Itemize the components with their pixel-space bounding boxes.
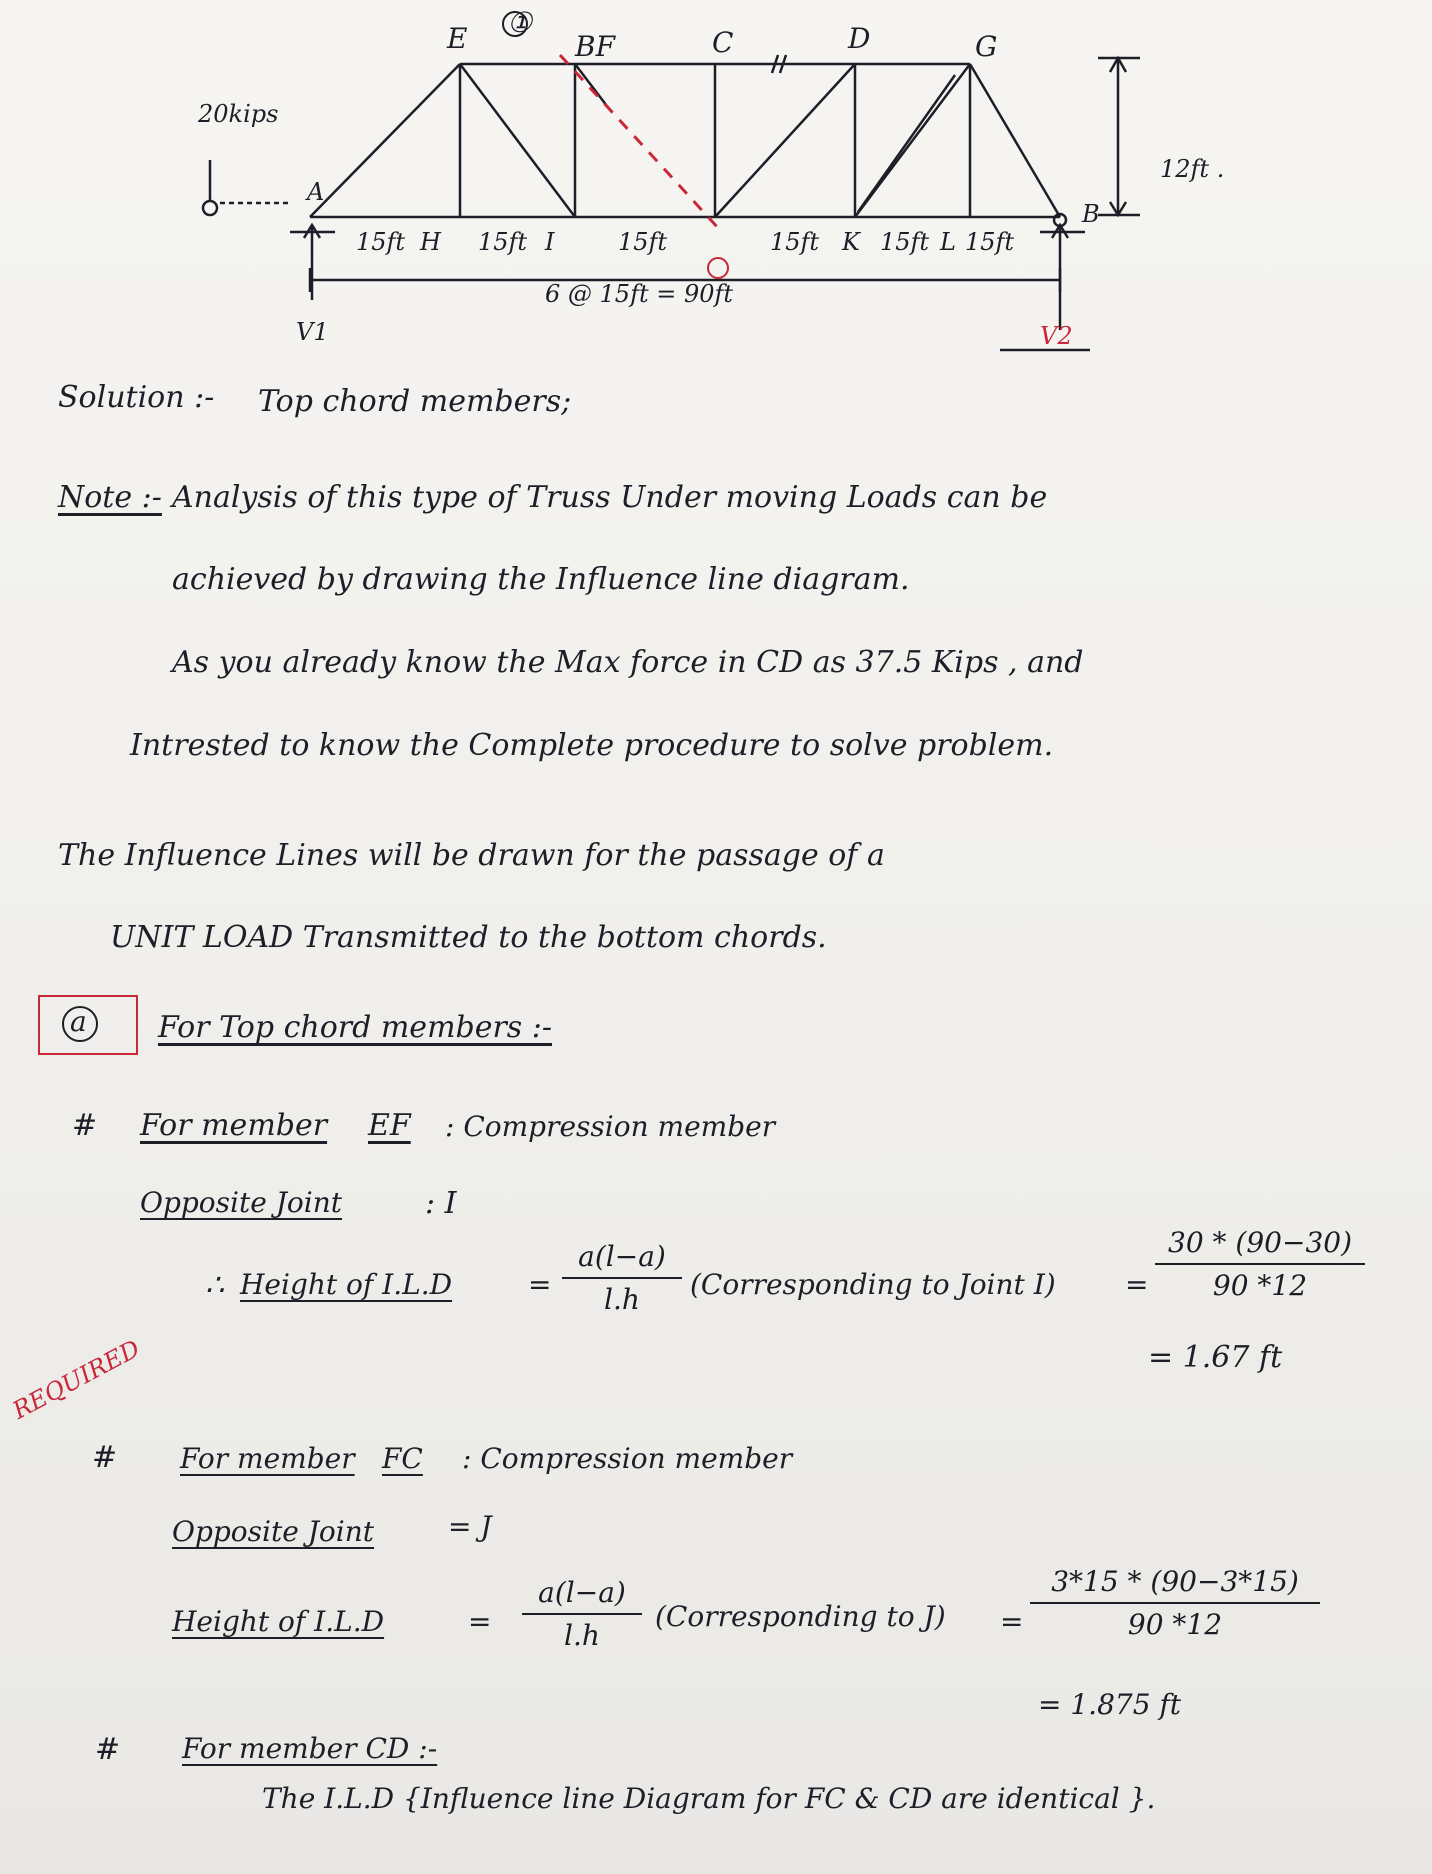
fc-opposite-value: = J (448, 1510, 492, 1543)
ef-equals: = (528, 1268, 552, 1301)
panel-length-4: 15ft (770, 228, 820, 256)
fc-member: FC (382, 1442, 423, 1475)
fc-for-member: For member (180, 1442, 355, 1475)
cd-hash: # (95, 1732, 121, 1767)
ef-result: = 1.67 ft (1148, 1340, 1283, 1375)
node-label-h: H (420, 228, 441, 256)
fc-calc-num: 3*15 * (90−3*15) (1030, 1565, 1320, 1604)
note-line-1: Analysis of this type of Truss Under moving Loads can be (172, 480, 1048, 515)
paragraph-line-1: The Influence Lines will be drawn for the passage of a (58, 838, 885, 873)
ef-formula (562, 1240, 682, 1316)
panel-length-5: 15ft (880, 228, 930, 256)
required-label: REQUIRED (8, 1334, 145, 1425)
fc-formula-num: a(l−a) (522, 1576, 642, 1615)
panel-length-1: 15ft (356, 228, 406, 256)
height-label: 12ft . (1160, 155, 1225, 183)
fc-type: : Compression member (462, 1442, 793, 1475)
reaction-v2-label: V2 (1040, 322, 1073, 350)
panel-length-3: 15ft (618, 228, 668, 256)
panel-length-2: 15ft (478, 228, 528, 256)
note-line-4: Intrested to know the Complete procedure to solve problem. (130, 728, 1054, 763)
fc-equals-2: = (1000, 1605, 1024, 1638)
ef-hash: # (72, 1108, 98, 1143)
fc-corresponding: (Corresponding to J) (655, 1600, 946, 1633)
ef-corresponding: (Corresponding to Joint I) (690, 1268, 1056, 1301)
fc-calc (1030, 1565, 1320, 1641)
ef-opposite-value: : I (425, 1186, 457, 1221)
ef-equals-2: = (1125, 1268, 1149, 1301)
fc-formula-den: l.h (564, 1619, 600, 1652)
solution-subheading: Top chord members; (258, 384, 572, 419)
ef-calc-num: 30 * (90−30) (1155, 1226, 1365, 1265)
node-label-c: C (712, 26, 734, 59)
ef-calc-den: 90 *12 (1212, 1269, 1308, 1302)
ef-therefore: ∴ (205, 1268, 225, 1303)
cd-for-member: For member CD :- (182, 1732, 438, 1765)
ef-height-label: Height of I.L.D (240, 1268, 453, 1301)
node-label-b: B (1082, 200, 1100, 228)
fc-equals: = (468, 1605, 492, 1638)
ef-calc (1155, 1226, 1365, 1302)
ef-opposite-label: Opposite Joint (140, 1186, 343, 1219)
note-line-2: achieved by drawing the Influence line diagram. (172, 562, 910, 597)
paragraph-line-2: UNIT LOAD Transmitted to the bottom chords. (110, 920, 827, 955)
span-label: 6 @ 15ft = 90ft (545, 280, 734, 308)
node-label-d: D (848, 22, 871, 55)
solution-heading: Solution :- (58, 380, 215, 415)
fc-opposite-label: Opposite Joint (172, 1515, 375, 1548)
section-mark-top: ① (507, 6, 533, 39)
panel-length-6: 15ft (965, 228, 1015, 256)
note-label: Note :- (58, 480, 162, 515)
node-label-l: L (940, 228, 956, 256)
node-label-a: A (307, 178, 325, 206)
cd-statement: The I.L.D {Influence line Diagram for FC & CD are identical }. (262, 1782, 1156, 1815)
fc-hash: # (92, 1440, 118, 1475)
fc-formula (522, 1576, 642, 1652)
section-a-marker: a (70, 1005, 87, 1038)
section-a-title: For Top chord members :- (158, 1010, 552, 1045)
node-label-k: K (842, 228, 860, 256)
reaction-v1-label: V1 (296, 318, 329, 346)
fc-calc-den: 90 *12 (1127, 1608, 1223, 1641)
ef-formula-num: a(l−a) (562, 1240, 682, 1279)
ef-for-member: For member (140, 1108, 328, 1143)
node-label-e: E (447, 22, 468, 55)
note-line-3: As you already know the Max force in CD as 37.5 Kips , and (172, 645, 1084, 680)
load-label: 20kips (198, 100, 279, 128)
node-label-bf: BF (575, 30, 616, 63)
node-label-i: I (545, 228, 555, 256)
ef-formula-den: l.h (604, 1283, 640, 1316)
fc-result: = 1.875 ft (1038, 1688, 1182, 1721)
node-label-g: G (975, 30, 998, 63)
ef-member: EF (368, 1108, 411, 1143)
fc-height-label: Height of I.L.D (172, 1605, 385, 1638)
ef-type: : Compression member (445, 1110, 776, 1143)
